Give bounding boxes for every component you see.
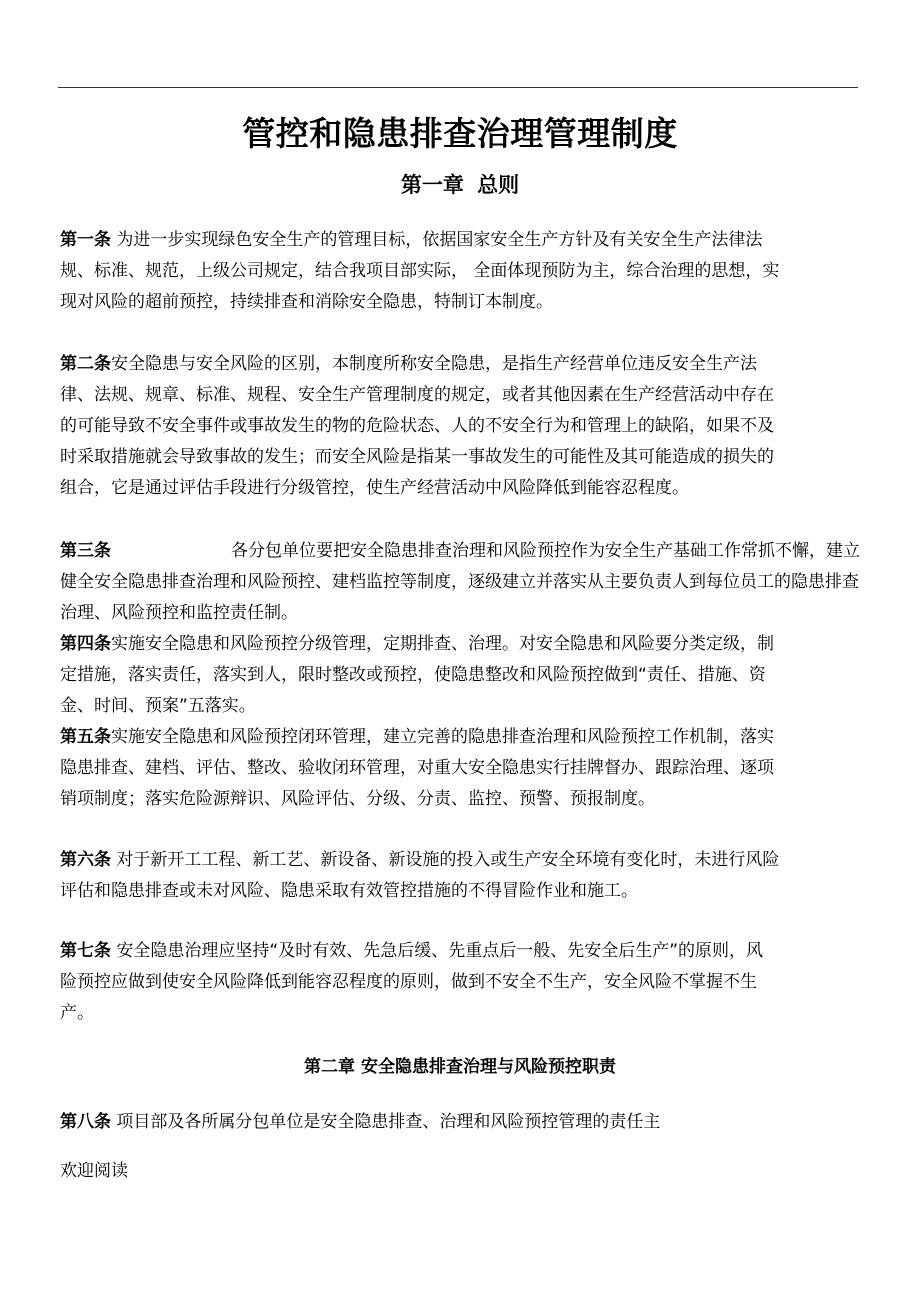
article-4	[60, 629, 780, 722]
article-7	[60, 936, 780, 1029]
article-6	[60, 845, 780, 907]
document-title: 管控和隐患排查治理管理制度	[242, 114, 678, 154]
article-2	[60, 349, 780, 504]
article-7-label: 第七条	[60, 941, 111, 961]
top-rule	[58, 87, 858, 88]
article-8-text: 项目部及各所属分包单位是安全隐患排查、治理和风险预控管理的责任主	[116, 1112, 661, 1132]
article-8	[60, 1107, 780, 1138]
chapter-2-heading: 第二章 安全隐患排查治理与风险预控职责	[304, 1057, 616, 1077]
article-1-label: 第一条	[60, 230, 111, 250]
article-8-label: 第八条	[60, 1112, 111, 1132]
article-5-label: 第五条	[60, 727, 111, 747]
article-2-label: 第二条	[60, 354, 111, 374]
article-1-text: 为进一步实现绿色安全生产的管理目标，依据国家安全生产方针及有关安全生产法律法规、标准、规范，上级公司规定，结合我项目部实际， 全面体现预防为主，综合治理的思想，实现对风险的超前预控，持续排查和消除安全隐患，特制订本制度。	[60, 230, 780, 312]
chapter-1-heading: 第一章 总则	[400, 173, 520, 197]
article-5-text: 实施安全隐患和风险预控闭环管理，建立完善的隐患排查治理和风险预控工作机制，落实隐患排查、建档、评估、整改、验收闭环管理，对重大安全隐患实行挂牌督办、跟踪治理、逐项销项制度；落实危险源辩识、风险评估、分级、分责、监控、预警、预报制度。	[60, 727, 774, 809]
article-6-text: 对于新开工工程、新工艺、新设备、新设施的投入或生产安全环境有变化时，未进行风险评估和隐患排查或未对风险、隐患采取有效管控措施的不得冒险作业和施工。	[60, 850, 780, 901]
article-4-label: 第四条	[60, 634, 111, 654]
article-7-text: 安全隐患治理应坚持“及时有效、先急后缓、先重点后一般、先安全后生产”的原则，风险预控应做到使安全风险降低到能容忍程度的原则，做到不安全不生产，安全风险不掌握不生产。	[60, 941, 764, 1023]
article-3-text: 各分包单位要把安全隐患排查治理和风险预控作为安全生产基础工作常抓不懈，建立健全安全隐患排查治理和风险预控、建档监控等制度，逐级建立并落实从主要负责人到每位员工的隐患排查治理、风险预控和监控责任制。	[60, 541, 860, 623]
article-2-text: 安全隐患与安全风险的区别，本制度所称安全隐患，是指生产经营单位违反安全生产法律、法规、规章、标准、规程、安全生产管理制度的规定，或者其他因素在生产经营活动中存在的可能导致不安全事件或事故发生的物的危险状态、人的不安全行为和管理上的缺陷，如果不及时采取措施就会导致事故的发生；而安全风险是指某一事故发生的可能性及其可能造成的损失的组合，它是通过评估手段进行分级管控，使生产经营活动中风险降低到能容忍程度。	[60, 354, 774, 498]
article-1	[60, 225, 780, 318]
footer-note: 欢迎阅读	[60, 1161, 128, 1181]
article-3-label: 第三条	[60, 541, 111, 561]
article-4-text: 实施安全隐患和风险预控分级管理，定期排查、治理。对安全隐患和风险要分类定级，制定措施，落实责任，落实到人，限时整改或预控，使隐患整改和风险预控做到“责任、措施、资金、时间、预案”五落实。	[60, 634, 774, 716]
article-5	[60, 722, 780, 815]
article-3	[60, 536, 860, 629]
article-6-label: 第六条	[60, 850, 111, 870]
